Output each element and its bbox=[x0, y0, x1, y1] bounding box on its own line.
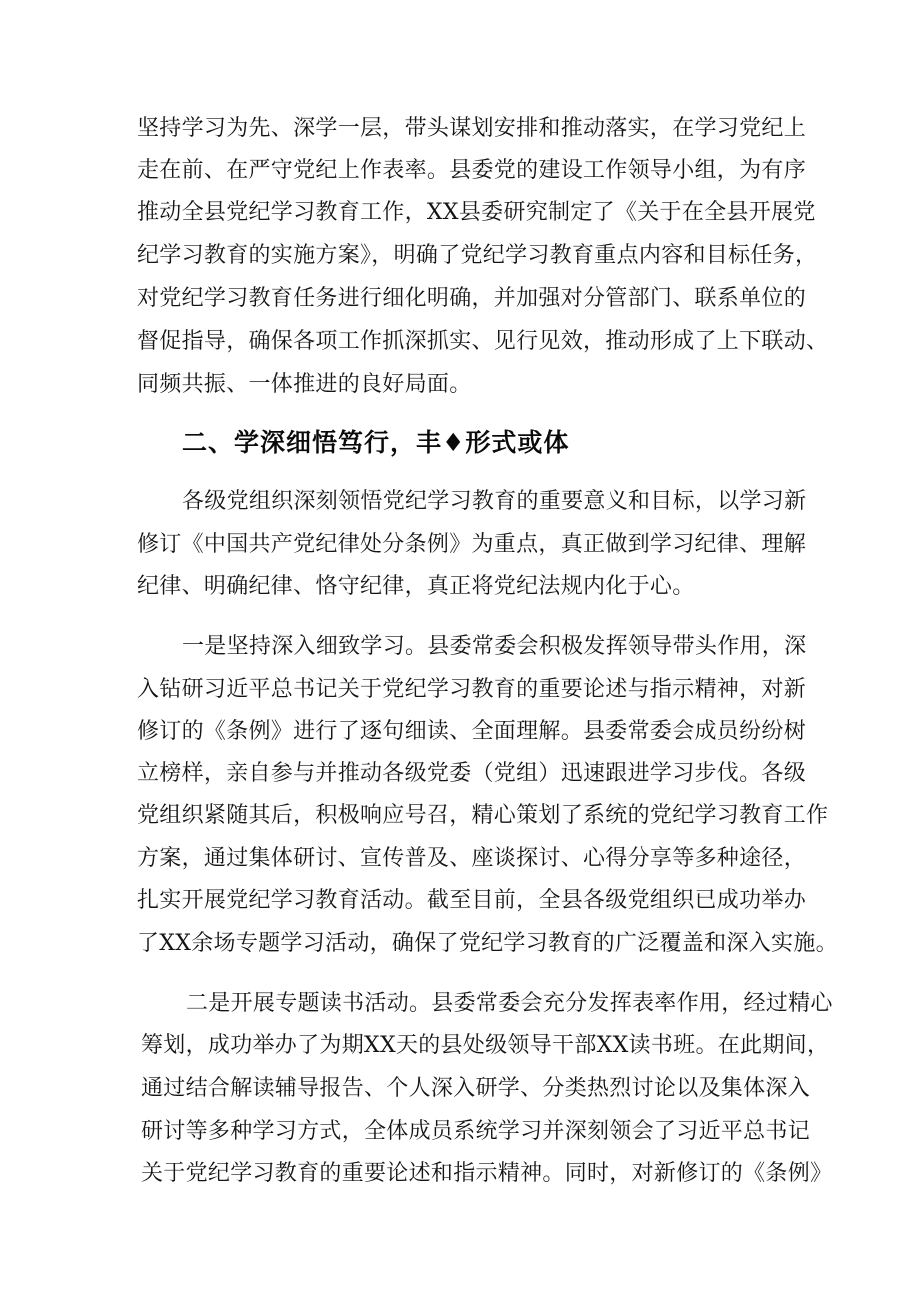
text-line: 通过结合解读辅导报告、个人深入研学、分类热烈讨论以及集体深入 bbox=[141, 1076, 811, 1101]
text-line: 各级党组织深刻领悟党纪学习教育的重要意义和目标，以学习新 bbox=[182, 489, 807, 514]
text-line: 立榜样，亲自参与并推动各级党委（党组）迅速跟进学习步伐。各级 bbox=[137, 761, 807, 786]
text-line: 了XX余场专题学习活动，确保了党纪学习教育的广泛覆盖和深入实施。 bbox=[137, 931, 838, 956]
text-line: 推动全县党纪学习教育工作，XX县委研究制定了《关于在全县开展党 bbox=[137, 200, 816, 225]
text-line: 方案，通过集体研讨、宣传普及、座谈探讨、心得分享等多种途径， bbox=[137, 846, 807, 871]
text-line: 纪学习教育的实施方案》，明确了党纪学习教育重点内容和目标任务， bbox=[137, 243, 818, 268]
text-line: 纪律、明确纪律、恪守纪律，真正将党纪法规内化于心。 bbox=[137, 574, 695, 599]
text-line: 研讨等多种学习方式，全体成员系统学习并深刻领会了习近平总书记 bbox=[141, 1119, 811, 1144]
text-line: 对党纪学习教育任务进行细化明确，并加强对分管部门、联系单位的 bbox=[137, 286, 807, 311]
text-line: 修订《中国共产党纪律处分条例》为重点，真正做到学习纪律、理解 bbox=[137, 532, 807, 557]
text-line: 入钻研习近平总书记关于党纪学习教育的重要论述与指示精神，对新 bbox=[137, 677, 807, 702]
text-line: 二是开展专题读书活动。县委常委会充分发挥表率作用，经过精心 bbox=[186, 991, 833, 1016]
text-line: 筹划，成功举办了为期XX天的县处级领导干部XX读书班。在此期间， bbox=[141, 1033, 830, 1058]
text-line: 同频共振、一体推进的良好局面。 bbox=[137, 372, 472, 397]
text-line: 党组织紧随其后，积极响应号召，精心策划了系统的党纪学习教育工作 bbox=[137, 803, 829, 828]
text-line: 督促指导，确保各项工作抓深抓实、见行见效，推动形成了上下联动、 bbox=[137, 329, 829, 354]
text-line: 扎实开展党纪学习教育活动。截至目前，全县各级党组织已成功举办 bbox=[137, 888, 807, 913]
section-heading: 二、学深细悟笃行，丰♦形式或体 bbox=[182, 428, 570, 457]
text-line: 坚持学习为先、深学一层，带头谋划安排和推动落实，在学习党纪上 bbox=[137, 116, 807, 141]
text-line: 走在前、在严守党纪上作表率。县委党的建设工作领导小组，为有序 bbox=[137, 158, 807, 183]
text-line: 修订的《条例》进行了逐句细读、全面理解。县委常委会成员纷纷树 bbox=[137, 719, 807, 744]
text-line: 一是坚持深入细致学习。县委常委会积极发挥领导带头作用，深 bbox=[182, 634, 807, 659]
text-line: 关于党纪学习教育的重要论述和指示精神。同时，对新修订的《条例》 bbox=[141, 1161, 833, 1186]
